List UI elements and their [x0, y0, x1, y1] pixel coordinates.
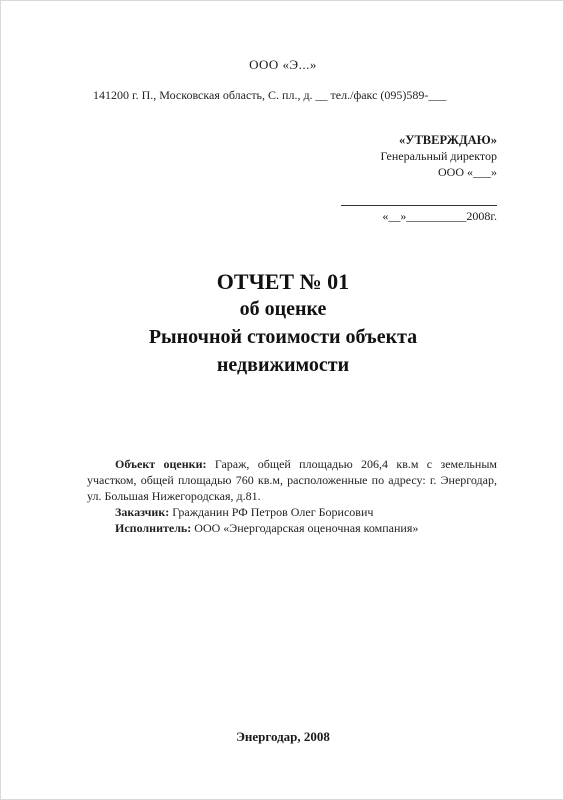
report-title-valuation: Рыночной стоимости объекта: [148, 326, 418, 348]
report-title-subject: об оценке: [239, 298, 327, 320]
customer: [87, 504, 497, 520]
organization-address: 141200 г. П., Московская область, С. пл., д. __ тел./факс (095)589-___: [93, 88, 447, 102]
approval-position: Генеральный директор: [380, 149, 497, 163]
report-title-number: ОТЧЕТ № 01: [216, 269, 350, 294]
approval-organization: ООО «___»: [438, 165, 497, 179]
object-label: Объект оценки:: [115, 457, 207, 471]
approval-date: «__»__________2008г.: [382, 209, 497, 223]
object-of-valuation: [87, 456, 497, 504]
executor-label: Исполнитель:: [115, 521, 192, 535]
customer-value: Гражданин РФ Петров Олег Борисович: [169, 505, 374, 519]
report-details: [87, 456, 497, 536]
organization-name: ООО «Э...»: [249, 57, 317, 72]
signature-line: [341, 205, 497, 206]
customer-label: Заказчик:: [115, 505, 170, 519]
report-title-property: недвижимости: [216, 354, 350, 376]
executor: [87, 520, 497, 536]
executor-value: ООО «Энергодарская оценочная компания»: [191, 521, 419, 535]
object-value: Гараж, общей площадью 206,4 кв.м с земельным участком, общей площадью 760 кв.м, расположенные по адресу: г. Энергодар, ул. Большая Нижегородская, д.81.: [87, 457, 497, 503]
place-and-year: Энергодар, 2008: [236, 729, 330, 744]
approval-title: «УТВЕРЖДАЮ»: [399, 133, 497, 147]
